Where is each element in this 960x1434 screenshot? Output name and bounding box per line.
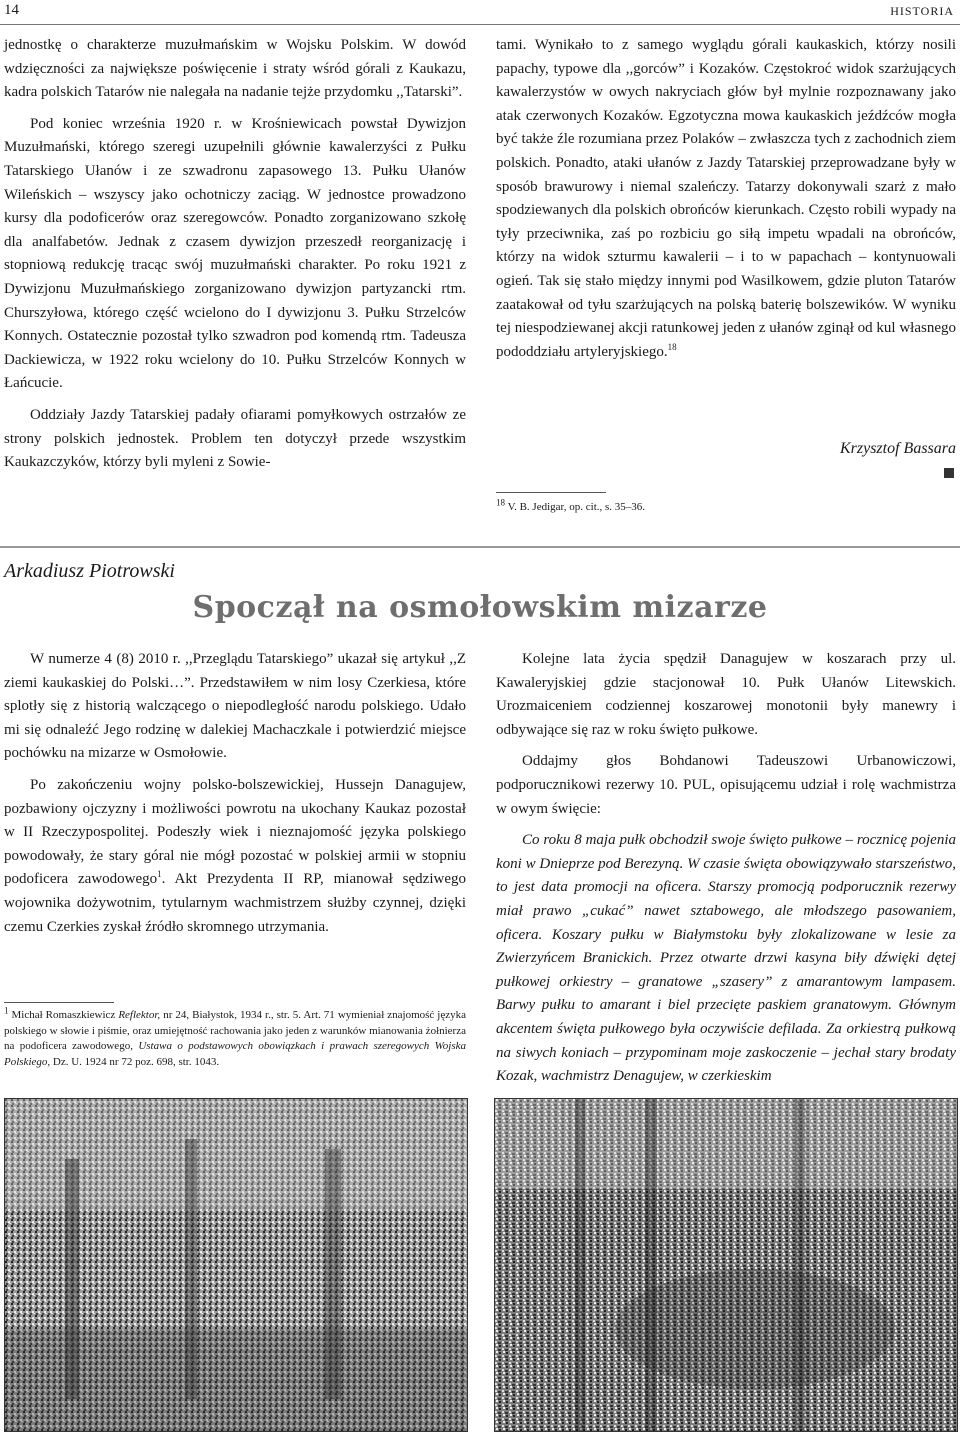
footnote-divider <box>4 1002 114 1003</box>
paragraph-text: tami. Wynikało to z samego wyglądu górali kaukaskich, którzy nosili papachy, typowe dla ,,gorców” i Kozaków. Częstokroć widok szarżujących kawalerzystów w owych nakryciach głów był mylnie rozpoznawany jako atak czerwonych Kozaków. Egzotyczna mowa kaukaskich jeźdźców mogła być także źle rozumiana przez Polaków – zwłaszcza tych z zachodnich ziem polskich. Ponadto, ataki ułanów z Jazdy Tatarskiej przeprowadzane były w sposób brawurowy i niemal szaleńczy. Tatarzy dokonywali szarż z mało spodziewanych dla polskich obrońców kierunkach. Często robili wypady na tyły przeciwnika, zaś po rozbiciu go siłą impetu wpadali na obrońców, którzy na widok szturmu kawalerii – i to w papachach – kontynuowali ogień. Tak się stało między innymi pod Wasilkowem, gdzie pluton Tatarów zaatakował od tyłu szarżujących na polską baterię bolszewików. W wyniku tej niespodziewanej akcji ratunkowej jeden z ułanów zginął od kul własnego pododdziału artyleryjskiego. <box>496 37 956 360</box>
photo-right-image <box>495 1099 957 1431</box>
footnote <box>496 497 896 516</box>
article2-right-column <box>496 648 956 1089</box>
paragraph: W numerze 4 (8) 2010 r. ,,Przeglądu Tatarskiego” ukazał się artykuł ,,Z ziemi kaukaskiej do Polski…”. Przedstawiłem w nim losy Czerkiesa, które splotły się z historią walczącego o niepodległość narodu polskiego. Udało mi się odnaleźć Jego rodzinę w dalekiej Machaczkale i potwierdzić miejsce pochówku na mizarze w Osmołowie. <box>4 651 466 762</box>
paragraph <box>4 774 466 939</box>
footnote-divider <box>496 492 606 493</box>
photo-left-image <box>5 1099 467 1431</box>
footnote-text: nr 24, Białystok, 1934 r., str. 5. Art. 71 wymieniał znajomość języka polskiego w słowie i piśmie, oraz umiejętność rachowania jako jeden z warunków mianowania żołnierza na podoficera zawodowego, <box>4 1009 467 1052</box>
paragraph: Oddajmy głos Bohdanowi Tadeuszowi Urbanowiczowi, podporucznikowi rezerwy 10. PUL, opisującemu udział i rolę wachmistrza w owym święcie: <box>496 753 956 817</box>
footnote-text-italic: Ustawa o podstawowych obowiązkach i prawach szeregowych Wojska Polskiego, <box>4 1040 467 1068</box>
quote-paragraph: Co roku 8 maja pułk obchodził swoje święto pułkowe – rocznicę pojenia koni w Dnieprze pod Berezyną. W czasie święta obowiązywało starszeństwo, to jest data promocji na oficera. Starszy promocją podporucznik rezerwy miał prawo „cukać” nawet sztabowego, ale młodszego pasowaniem, oficera. Koszary pułku w Białymstoku były zlokalizowane w lesie za Zwierzyńcem Branickich. Przez otwarte drzwi kasyna biły dźwięki dętej pułkowej orkiestry – granatowe „szasery” z amarantowym lampasem. Barwy pułku to amarant i biel przecięte paskiem granatowym. Głównym akcentem święta pułkowego była oczywiście defilada. Za orkiestrą pułkową na siwych koniach – przypominam moje zaskoczenie – jechał stary brodaty Kozak, wachmistrz Denagujew, w czerkieskim <box>496 832 956 1085</box>
article-separator <box>0 546 960 548</box>
photo-left <box>4 1098 468 1432</box>
paragraph: Pod koniec września 1920 r. w Krośniewicach powstał Dywizjon Muzułmański, którego szeregi uzupełnili głównie kawalerzyści z Pułku Tatarskiego Ułanów i ze szwadronu zapasowego 13. Pułku Ułanów Wileńskich – wszyscy jako ochotniczy zaciąg. W jednostce prowadzono kursy dla podoficerów oraz szeregowców. Ponadto zorganizowano szkołę dla analfabetów. Jednak z czasem dywizjon przeszedł reorganizację i stopniową redukcję tracąc swój muzułmański charakter. Po roku 1921 z Dywizjonu Muzułmańskiego zorganizowano dywizjon partyzancki rtm. Churszyłowa, którego część wcielono do I dywizjonu 3. Pułku Strzelców Konnych. Ostatecznie pozostał tylko szwadron pod komendą rtm. Tadeusza Dackiewicza, w 1922 roku wcielony do 10. Pułku Strzelców Konnych w Łańcucie. <box>4 115 466 392</box>
section-title: HISTORIA <box>890 4 954 18</box>
footnote-text: Michał Romaszkiewicz <box>11 1009 119 1021</box>
paragraph: Oddziały Jazdy Tatarskiej padały ofiarami pomyłkowych ostrzałów ze strony polskich jednostek. Problem ten dotyczył przede wszystkim Kaukazczyków, którzy byli myleni z Sowie- <box>4 406 466 471</box>
paragraph: jednostkę o charakterze muzułmańskim w Wojsku Polskim. W dowód wdzięczności za największe poświęcenie i straty wśród górali z Kaukazu, kadra polskich Tatarów nie nalegała na nadanie tejże przydomku ,,Tatarski”. <box>4 37 466 101</box>
end-mark <box>944 468 954 478</box>
photo-right <box>494 1098 958 1432</box>
paragraph <box>496 34 956 364</box>
footnote-number: 18 <box>496 497 505 508</box>
footnote-number: 1 <box>4 1005 9 1016</box>
article1-right-column <box>496 34 956 364</box>
footnote-ref: 1 <box>157 869 162 880</box>
footnote-ref: 18 <box>667 341 677 352</box>
header-divider <box>0 24 960 25</box>
page-number: 14 <box>4 2 19 18</box>
signature: Krzysztof Bassara <box>839 440 956 457</box>
footnote-text: V. B. Jedigar, op. cit., s. 35–36. <box>507 501 646 513</box>
paragraph-text: . Akt Prezydenta II RP, mianował sędziwego wojownika dożywotnim, tytularnym wachmistrzem służby czynnej, dzięki czemu Czerkies zyskał źródło skromnego utrzymania. <box>4 871 466 935</box>
footnote-text-italic: Reflektor, <box>118 1009 161 1021</box>
paragraph: Kolejne lata życia spędził Danagujew w koszarach przy ul. Kawaleryjskiej gdzie stacjonował 10. Pułk Ułanów Litewskich. Urozmaiceniem codziennej koszarowej monotonii były manewry i odbywające się raz w roku święto pułkowe. <box>496 651 956 738</box>
paragraph-text: Po zakończeniu wojny polsko-bolszewickiej, Hussejn Danagujew, pozbawiony ojczyzny i możliwości powrotu na ukochany Kaukaz pozostał w II Rzeczypospolitej. Podeszły wiek i nieznajomość języka polskiego powodowały, że stary góral nie mógł pozostać w polskiej armii w stopniu podoficera zawodowego <box>4 776 466 888</box>
article2-left-column <box>4 648 466 939</box>
author-name: Arkadiusz Piotrowski <box>4 560 175 582</box>
article-title: Spoczął na osmołowskim mizarze <box>192 590 768 625</box>
footnote-text: Dz. U. 1924 nr 72 poz. 698, str. 1043. <box>50 1055 220 1068</box>
article1-left-column <box>4 34 466 475</box>
footnote <box>4 1005 467 1070</box>
